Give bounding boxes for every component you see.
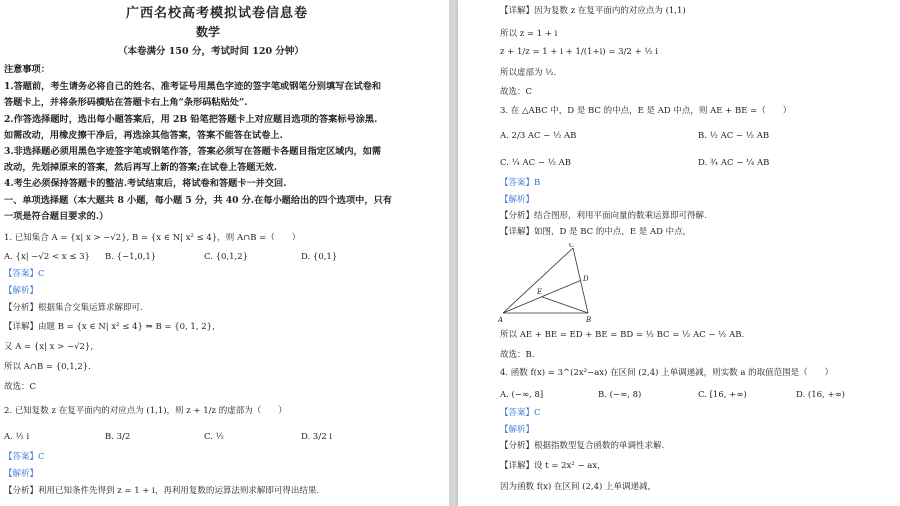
q2-solution-line: z + 1/z = 1 + i + 1/(1+i) = 3/2 + ½ i: [500, 47, 659, 57]
triangle-figure: [498, 243, 608, 323]
q4-analysis: 【分析】根据指数型复合函数的单调性求解.: [500, 441, 665, 451]
q2-option-c: C. ½: [204, 432, 224, 442]
q3-jiexi: 【解析】: [500, 195, 535, 205]
label-d: D: [583, 275, 589, 283]
q1-solution-line: 又 A = {x| x > −√2}，: [4, 342, 99, 352]
label-c: C: [569, 243, 575, 249]
q1-answer: 【答案】C: [4, 269, 45, 279]
q2-solution: 【详解】因为复数 z 在复平面内的对应点为 (1,1): [500, 6, 686, 16]
notice-line: 1.答题前，考生请务必将自己的姓名、准考证号用黑色字迹的签字笔或钢笔分别填写在试卷和: [4, 81, 382, 92]
q4-option-a: A. (−∞, 8]: [500, 390, 544, 400]
q2-option-a: A. ½ i: [4, 432, 30, 442]
q1-conclusion: 故选：C: [4, 382, 37, 392]
q3-conclusion: 故选：B.: [500, 350, 535, 360]
q2-analysis: 【分析】利用已知条件先得到 z = 1 + i，再利用复数的运算法则求解即可得出结果.: [4, 486, 320, 496]
q3-solution: 【详解】如图，D 是 BC 的中点，E 是 AD 中点，: [500, 227, 692, 237]
section-heading: 一、单项选择题（本大题共 8 小题，每小题 5 分，共 40 分.在每小题给出的四个选项中，只有: [4, 195, 392, 206]
q1-stem: 1. 已知集合 A = {x| x > −√2}, B = {x ∈ N| x² ≤ 4}，则 A∩B =（ ）: [4, 233, 301, 243]
q1-option-a: A. {x| −√2 < x ≤ 3}: [4, 252, 90, 262]
label-b: B: [586, 316, 592, 323]
q3-option-a: A. 2/3 AC − ½ AB: [500, 131, 577, 141]
q3-stem: 3. 在 △ABC 中，D 是 BC 的中点，E 是 AD 中点，则 AE + BE =（ ）: [500, 106, 792, 116]
q2-solution-line: 所以 z = 1 + i: [500, 29, 558, 39]
q4-stem: 4. 函数 f(x) = 3^(2x²−ax) 在区间 (2,4) 上单调递减，则实数 a 的取值范围是（ ）: [500, 368, 834, 378]
q3-answer: 【答案】B: [500, 178, 541, 188]
q3-solution-line: 所以 AE + BE = ED + BE = BD = ½ BC = ½ AC − ½ AB.: [500, 330, 745, 340]
q4-solution-line: 因为函数 f(x) 在区间 (2,4) 上单调递减，: [500, 482, 657, 492]
q3-analysis: 【分析】结合图形，利用平面向量的数乘运算即可得解.: [500, 211, 707, 221]
score-info: （本卷满分 150 分，考试时间 120 分钟）: [118, 46, 304, 57]
q1-option-b: B. {−1,0,1}: [105, 252, 157, 262]
notice-line: 4.考生必须保持答题卡的整洁.考试结束后，将试卷和答题卡一并交回.: [4, 178, 287, 189]
page-gap: [449, 0, 458, 506]
q1-option-d: D. {0,1}: [301, 252, 338, 262]
q4-option-d: D. (16, +∞): [796, 390, 845, 400]
q1-solution-line: 所以 A∩B = {0,1,2}.: [4, 362, 91, 372]
q3-option-c: C. ¼ AC − ½ AB: [500, 158, 572, 168]
q1-option-c: C. {0,1,2}: [204, 252, 249, 262]
label-e: E: [537, 288, 543, 296]
q2-option-d: D. 3/2 i: [301, 432, 333, 442]
q2-solution-line: 所以虚部为 ½.: [500, 68, 557, 78]
q4-jiexi: 【解析】: [500, 425, 535, 435]
q3-option-b: B. ½ AC − ½ AB: [698, 131, 770, 141]
q1-solution: 【详解】由题 B = {x ∈ N| x² ≤ 4} ⇒ B = {0, 1, 2}，: [4, 322, 221, 332]
q1-jiexi: 【解析】: [4, 286, 39, 296]
subject-title: 数学: [196, 25, 221, 39]
q2-answer: 【答案】C: [4, 452, 45, 462]
q2-conclusion: 故选：C: [500, 87, 533, 97]
document-title: 广西名校高考模拟试卷信息卷: [126, 6, 309, 21]
q4-option-c: C. [16, +∞): [698, 390, 747, 400]
q2-stem: 2. 已知复数 z 在复平面内的对应点为 (1,1)，则 z + 1/z 的虚部为（ ）: [4, 406, 287, 416]
notice-line: 3.非选择题必须用黑色字迹签字笔或钢笔作答，答案必须写在答题卡各题目指定区域内，如需: [4, 146, 382, 157]
q4-option-b: B. (−∞, 8): [598, 390, 642, 400]
notice-heading: 注意事项：: [4, 64, 50, 75]
q1-analysis: 【分析】根据集合交集运算求解即可.: [4, 303, 143, 313]
q3-option-d: D. ¾ AC − ¼ AB: [698, 158, 770, 168]
q4-answer: 【答案】C: [500, 408, 541, 418]
right-page: [458, 0, 900, 506]
section-heading: 一项是符合题目要求的.）: [4, 211, 109, 222]
notice-line: 2.作答选择题时，选出每小题答案后，用 2B 铅笔把答题卡上对应题目选项的答案标号涂黑.: [4, 114, 378, 125]
label-a: A: [498, 316, 504, 323]
notice-line: 改动，先划掉原来的答案，然后再写上新的答案;在试卷上答题无效.: [4, 162, 278, 173]
q2-option-b: B. 3/2: [105, 432, 131, 442]
notice-line: 答题卡上，并将条形码横贴在答题卡右上角“条形码粘贴处”.: [4, 97, 248, 108]
q2-jiexi: 【解析】: [4, 469, 39, 479]
notice-line: 如需改动，用橡皮擦干净后，再选涂其他答案，答案不能答在试卷上.: [4, 130, 283, 141]
segment-eb: [542, 297, 588, 313]
segment-ac: [503, 248, 573, 313]
q4-solution: 【详解】设 t = 2x² − ax，: [500, 461, 606, 471]
left-page: [0, 0, 449, 506]
